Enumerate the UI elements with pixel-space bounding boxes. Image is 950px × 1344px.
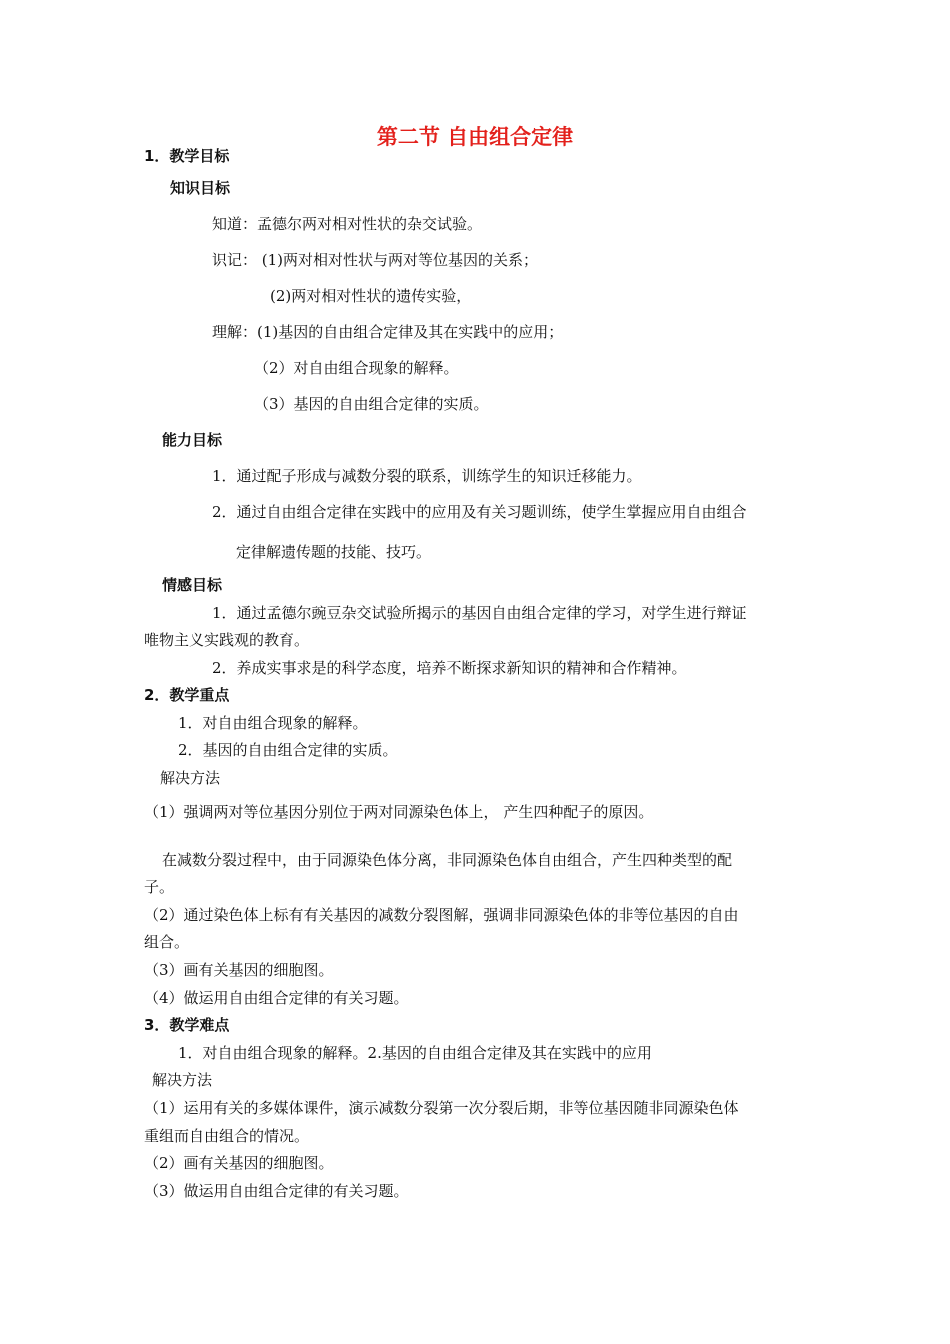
key-point-1: 1．对自由组合现象的解释。 bbox=[178, 714, 368, 732]
difficulty-method-3: （3）做运用自由组合定律的有关习题。 bbox=[144, 1182, 409, 1200]
key-method-1-cont: 在减数分裂过程中，由于同源染色体分离，非同源染色体自由组合，产生四种类型的配 bbox=[162, 851, 733, 869]
difficulty-method-label: 解决方法 bbox=[152, 1071, 213, 1089]
key-method-1-cont-2: 子。 bbox=[144, 878, 175, 896]
section-heading-difficulties: 3．教学难点 bbox=[144, 1016, 230, 1034]
knowledge-understand: 理解：(1)基因的自由组合定律及其在实践中的应用； bbox=[212, 323, 564, 341]
difficulty-method-1-cont: 重组而自由组合的情况。 bbox=[144, 1127, 310, 1145]
key-method-3: （3）画有关基因的细胞图。 bbox=[144, 961, 334, 979]
knowledge-understand-3: （3）基因的自由组合定律的实质。 bbox=[254, 395, 489, 413]
emotion-item-1-cont: 唯物主义实践观的教育。 bbox=[144, 631, 310, 649]
key-method-2: （2）通过染色体上标有有关基因的减数分裂图解，强调非同源染色体的非等位基因的自由 bbox=[144, 906, 739, 924]
key-method-2-cont: 组合。 bbox=[144, 933, 190, 951]
subheading-emotion-goals: 情感目标 bbox=[162, 576, 223, 594]
subheading-knowledge-goals: 知识目标 bbox=[170, 179, 231, 197]
key-method-1: （1）强调两对等位基因分别位于两对同源染色体上， 产生四种配子的原因。 bbox=[144, 803, 654, 821]
section-heading-key-points: 2．教学重点 bbox=[144, 686, 230, 704]
knowledge-remember: 识记： (1)两对相对性状与两对等位基因的关系； bbox=[212, 251, 539, 269]
ability-item-1: 1．通过配子形成与减数分裂的联系，训练学生的知识迁移能力。 bbox=[212, 467, 642, 485]
ability-item-2-cont: 定律解遗传题的技能、技巧。 bbox=[236, 543, 432, 561]
knowledge-remember-2: (2)两对相对性状的遗传实验， bbox=[270, 287, 472, 305]
emotion-item-2: 2．养成实事求是的科学态度，培养不断探求新知识的精神和合作精神。 bbox=[212, 659, 687, 677]
difficulty-item-1: 1．对自由组合现象的解释。2.基因的自由组合定律及其在实践中的应用 bbox=[178, 1044, 652, 1062]
key-point-2: 2．基因的自由组合定律的实质。 bbox=[178, 741, 398, 759]
knowledge-know: 知道：孟德尔两对相对性状的杂交试验。 bbox=[212, 215, 483, 233]
section-heading-teaching-goals: 1．教学目标 bbox=[144, 147, 230, 165]
page-title: 第二节 自由组合定律 bbox=[376, 125, 574, 149]
subheading-ability-goals: 能力目标 bbox=[162, 431, 223, 449]
difficulty-method-2: （2）画有关基因的细胞图。 bbox=[144, 1154, 334, 1172]
knowledge-understand-2: （2）对自由组合现象的解释。 bbox=[254, 359, 459, 377]
key-method-4: （4）做运用自由组合定律的有关习题。 bbox=[144, 989, 409, 1007]
difficulty-method-1: （1）运用有关的多媒体课件，演示减数分裂第一次分裂后期，非等位基因随非同源染色体 bbox=[144, 1099, 739, 1117]
key-points-method-label: 解决方法 bbox=[160, 769, 221, 787]
ability-item-2: 2．通过自由组合定律在实践中的应用及有关习题训练，使学生掌握应用自由组合 bbox=[212, 503, 747, 521]
emotion-item-1: 1．通过孟德尔豌豆杂交试验所揭示的基因自由组合定律的学习，对学生进行辩证 bbox=[212, 604, 747, 622]
